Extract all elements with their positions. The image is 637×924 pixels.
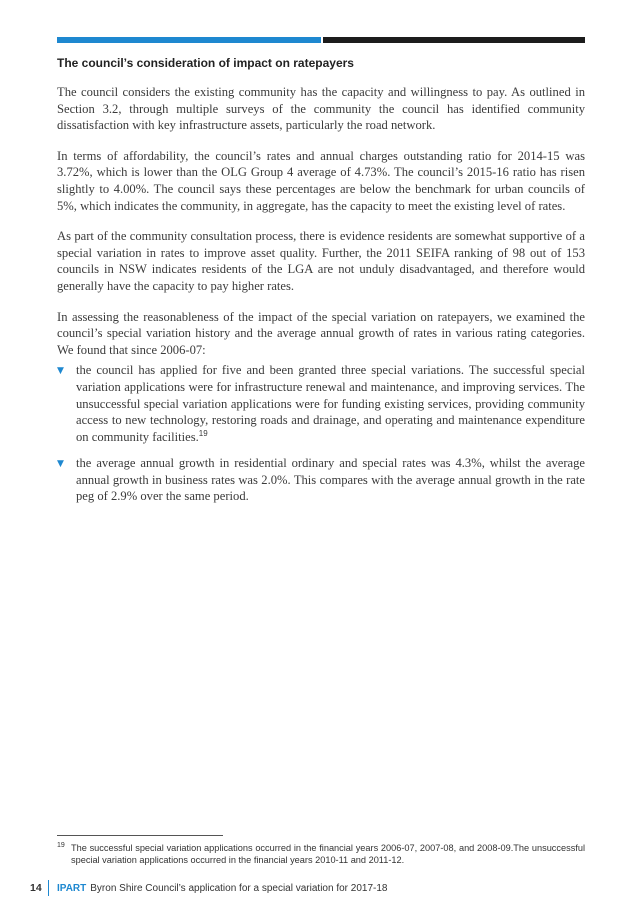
triangle-down-icon: ▼ bbox=[57, 459, 64, 470]
header-rule-blue bbox=[57, 37, 321, 43]
triangle-down-icon: ▼ bbox=[57, 366, 64, 377]
section-heading: The council’s consideration of impact on ratepayers bbox=[57, 56, 354, 70]
brand-label: IPART bbox=[57, 882, 87, 894]
body-text bbox=[57, 84, 585, 515]
bullet-text: the council has applied for five and been granted three special variations. The successful special variation applications were for infrastructure renewal and maintenance, and improving services. The unsuccessful special variation applications were for funding existing services, providing community access to new technology, restoring roads and drainage, and operating and maintenance expenditure on community facilities. bbox=[76, 363, 585, 444]
bullet-item bbox=[57, 362, 585, 445]
bullet-item bbox=[57, 455, 585, 505]
footnote-divider bbox=[57, 835, 223, 836]
document-title: Byron Shire Council’s application for a special variation for 2017-18 bbox=[90, 882, 388, 894]
paragraph: In terms of affordability, the council’s rates and annual charges outstanding ratio for 2014-15 was 3.72%, which is lower than the OLG Group 4 average of 4.73%. The council’s 2015-16 ratio has risen slightly to 4.00%. The council says these percentages are below the benchmark for urban councils of 5%, which indicates the community, in aggregate, has the capacity to meet the existing level of rates. bbox=[57, 148, 585, 213]
footer-divider bbox=[48, 880, 49, 896]
footnote bbox=[57, 842, 585, 866]
page-number: 14 bbox=[30, 882, 42, 894]
paragraph: In assessing the reasonableness of the impact of the special variation on ratepayers, we examined the council’s special variation history and the average annual growth of rates in various rating categories. We found that since 2006-07: bbox=[57, 309, 585, 357]
bullet-text: the average annual growth in residential ordinary and special rates was 4.3%, whilst the average annual growth in business rates was 2.0%. This compares with the average annual growth in the rate peg of 2.9% over the same period. bbox=[76, 456, 585, 504]
footnote-text: The successful special variation applications occurred in the financial years 2006-07, 2007-08, and 2008-09.The unsuccessful special variation applications occurred in the financial years 2010-11 and 2011-12. bbox=[71, 843, 585, 865]
footnote-reference[interactable]: 19 bbox=[198, 428, 208, 438]
paragraph: As part of the community consultation process, there is evidence residents are somewhat supportive of a special variation in rates to improve asset quality. Further, the 2011 SEIFA ranking of 98 out of 153 councils in NSW indicates residents of the LGA are not unduly disadvantaged, and therefore would generally have the capacity to pay higher rates. bbox=[57, 229, 585, 293]
header-rule-dark bbox=[323, 37, 585, 43]
footnote-number: 19 bbox=[57, 842, 65, 849]
header-rule bbox=[57, 37, 585, 43]
paragraph: The council considers the existing community has the capacity and willingness to pay. As outlined in Section 3.2, through multiple surveys of the community the council has identified community dissatisfaction with key infrastructure assets, particularly the road network. bbox=[57, 85, 585, 133]
bullet-list bbox=[57, 362, 585, 505]
page-footer bbox=[30, 880, 387, 896]
